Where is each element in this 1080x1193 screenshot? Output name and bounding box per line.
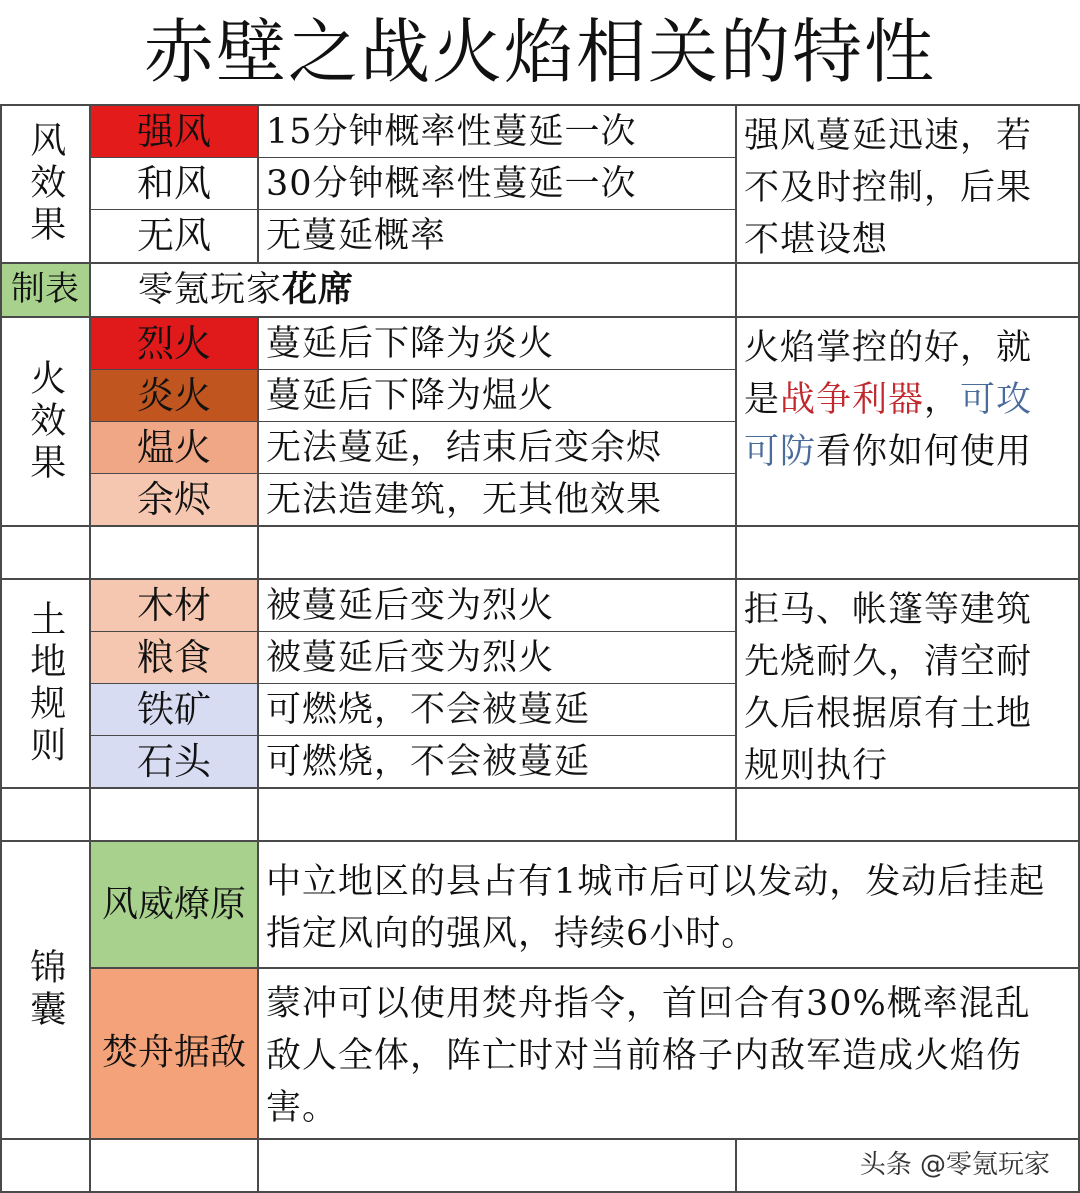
grid-line — [0, 316, 1080, 318]
maker-prefix: 零氪玩家 — [138, 269, 283, 310]
wind-category-label: 风效果 — [24, 121, 66, 247]
grid-line — [90, 157, 736, 158]
grid-line — [0, 525, 1080, 527]
grid-line — [257, 104, 259, 262]
grid-line — [90, 473, 736, 474]
land-category-label: 土地规则 — [24, 600, 66, 768]
maker-name: 花席 — [282, 268, 355, 310]
grid-line — [0, 840, 1080, 842]
grid-line — [90, 967, 1080, 969]
grid-line — [257, 840, 259, 1193]
fire-category-label: 火效果 — [24, 359, 66, 485]
fire-name-flame: 炎火 — [90, 370, 258, 422]
wind-desc-mild: 30分钟概率性蔓延一次 — [266, 163, 637, 204]
land-desc-stone: 可燃烧，不会被蔓延 — [266, 741, 591, 782]
land-note: 拒马、帐篷等建筑先烧耐久，清空耐久后根据原有土地规则执行 — [744, 590, 1033, 786]
fire-desc-smolder: 无法蔓延，结束后变余烬 — [266, 427, 663, 468]
fire-note — [736, 318, 1056, 526]
bag-category-label: 锦囊 — [24, 948, 66, 1032]
bag-desc-ship: 蒙冲可以使用焚舟指令，首回合有30%概率混乱敌人全体，阵亡时对当前格子内敌军造成火焰伤害。 — [266, 984, 1031, 1128]
land-name-grain: 粮食 — [90, 632, 258, 684]
land-desc-iron: 可燃烧，不会被蔓延 — [266, 689, 591, 730]
grid-line — [257, 316, 259, 840]
wind-name-none: 无风 — [137, 213, 211, 257]
grid-line — [90, 683, 736, 684]
source-watermark: 头条 @零氪玩家 — [854, 1142, 1056, 1183]
bag-desc-wind: 中立地区的县占有1城市后可以发动，发动后挂起指定风向的强风，持续6小时。 — [266, 862, 1046, 954]
grid-line — [0, 104, 2, 1193]
fire-note-highlight-red: 战争利器 — [780, 380, 925, 420]
maker-credit — [90, 264, 736, 316]
fire-note-highlight-blue: 可攻可防 — [744, 380, 1033, 472]
land-name-iron: 铁矿 — [90, 684, 258, 736]
grid-line — [0, 104, 1080, 106]
wind-name-mild: 和风 — [137, 161, 211, 205]
maker-label: 制表 — [0, 264, 90, 316]
wind-name-strong: 强风 — [90, 106, 258, 158]
fire-name-smolder: 煴火 — [90, 422, 258, 474]
grid-line — [0, 1138, 1080, 1140]
land-name-wood: 木材 — [90, 580, 258, 632]
grid-line — [90, 209, 736, 210]
grid-line — [90, 631, 736, 632]
fire-note-part1: 火焰掌控的好，就是 — [744, 328, 1033, 420]
fire-note-part3: 看你如何使用 — [816, 432, 1033, 472]
grid-line — [0, 262, 1080, 264]
land-desc-wood: 被蔓延后变为烈火 — [266, 585, 555, 626]
grid-line — [0, 787, 1080, 789]
fire-desc-flame: 蔓延后下降为煴火 — [266, 375, 555, 416]
wind-desc-none: 无蔓延概率 — [266, 215, 447, 256]
fire-desc-ember: 无法造建筑，无其他效果 — [266, 479, 663, 520]
fire-name-fierce: 烈火 — [90, 318, 258, 370]
fire-desc-fierce: 蔓延后下降为炎火 — [266, 323, 555, 364]
bag-name-wind: 风威燎原 — [90, 842, 258, 968]
grid-line — [0, 578, 1080, 580]
grid-line — [90, 421, 736, 422]
grid-line — [90, 735, 736, 736]
land-desc-grain: 被蔓延后变为烈火 — [266, 637, 555, 678]
fire-name-ember: 余烬 — [90, 474, 258, 526]
grid-line — [735, 104, 737, 840]
grid-line — [90, 369, 736, 370]
bag-name-ship: 焚舟据敌 — [90, 968, 258, 1138]
wind-note: 强风蔓延迅速，若不及时控制，后果不堪设想 — [744, 116, 1033, 260]
wind-desc-strong: 15分钟概率性蔓延一次 — [266, 111, 637, 152]
grid-line — [89, 104, 91, 1193]
page-title: 赤壁之战火焰相关的特性 — [144, 10, 936, 93]
fire-note-part2: ， — [924, 380, 961, 420]
grid-line — [735, 1138, 737, 1193]
land-name-stone: 石头 — [90, 736, 258, 788]
